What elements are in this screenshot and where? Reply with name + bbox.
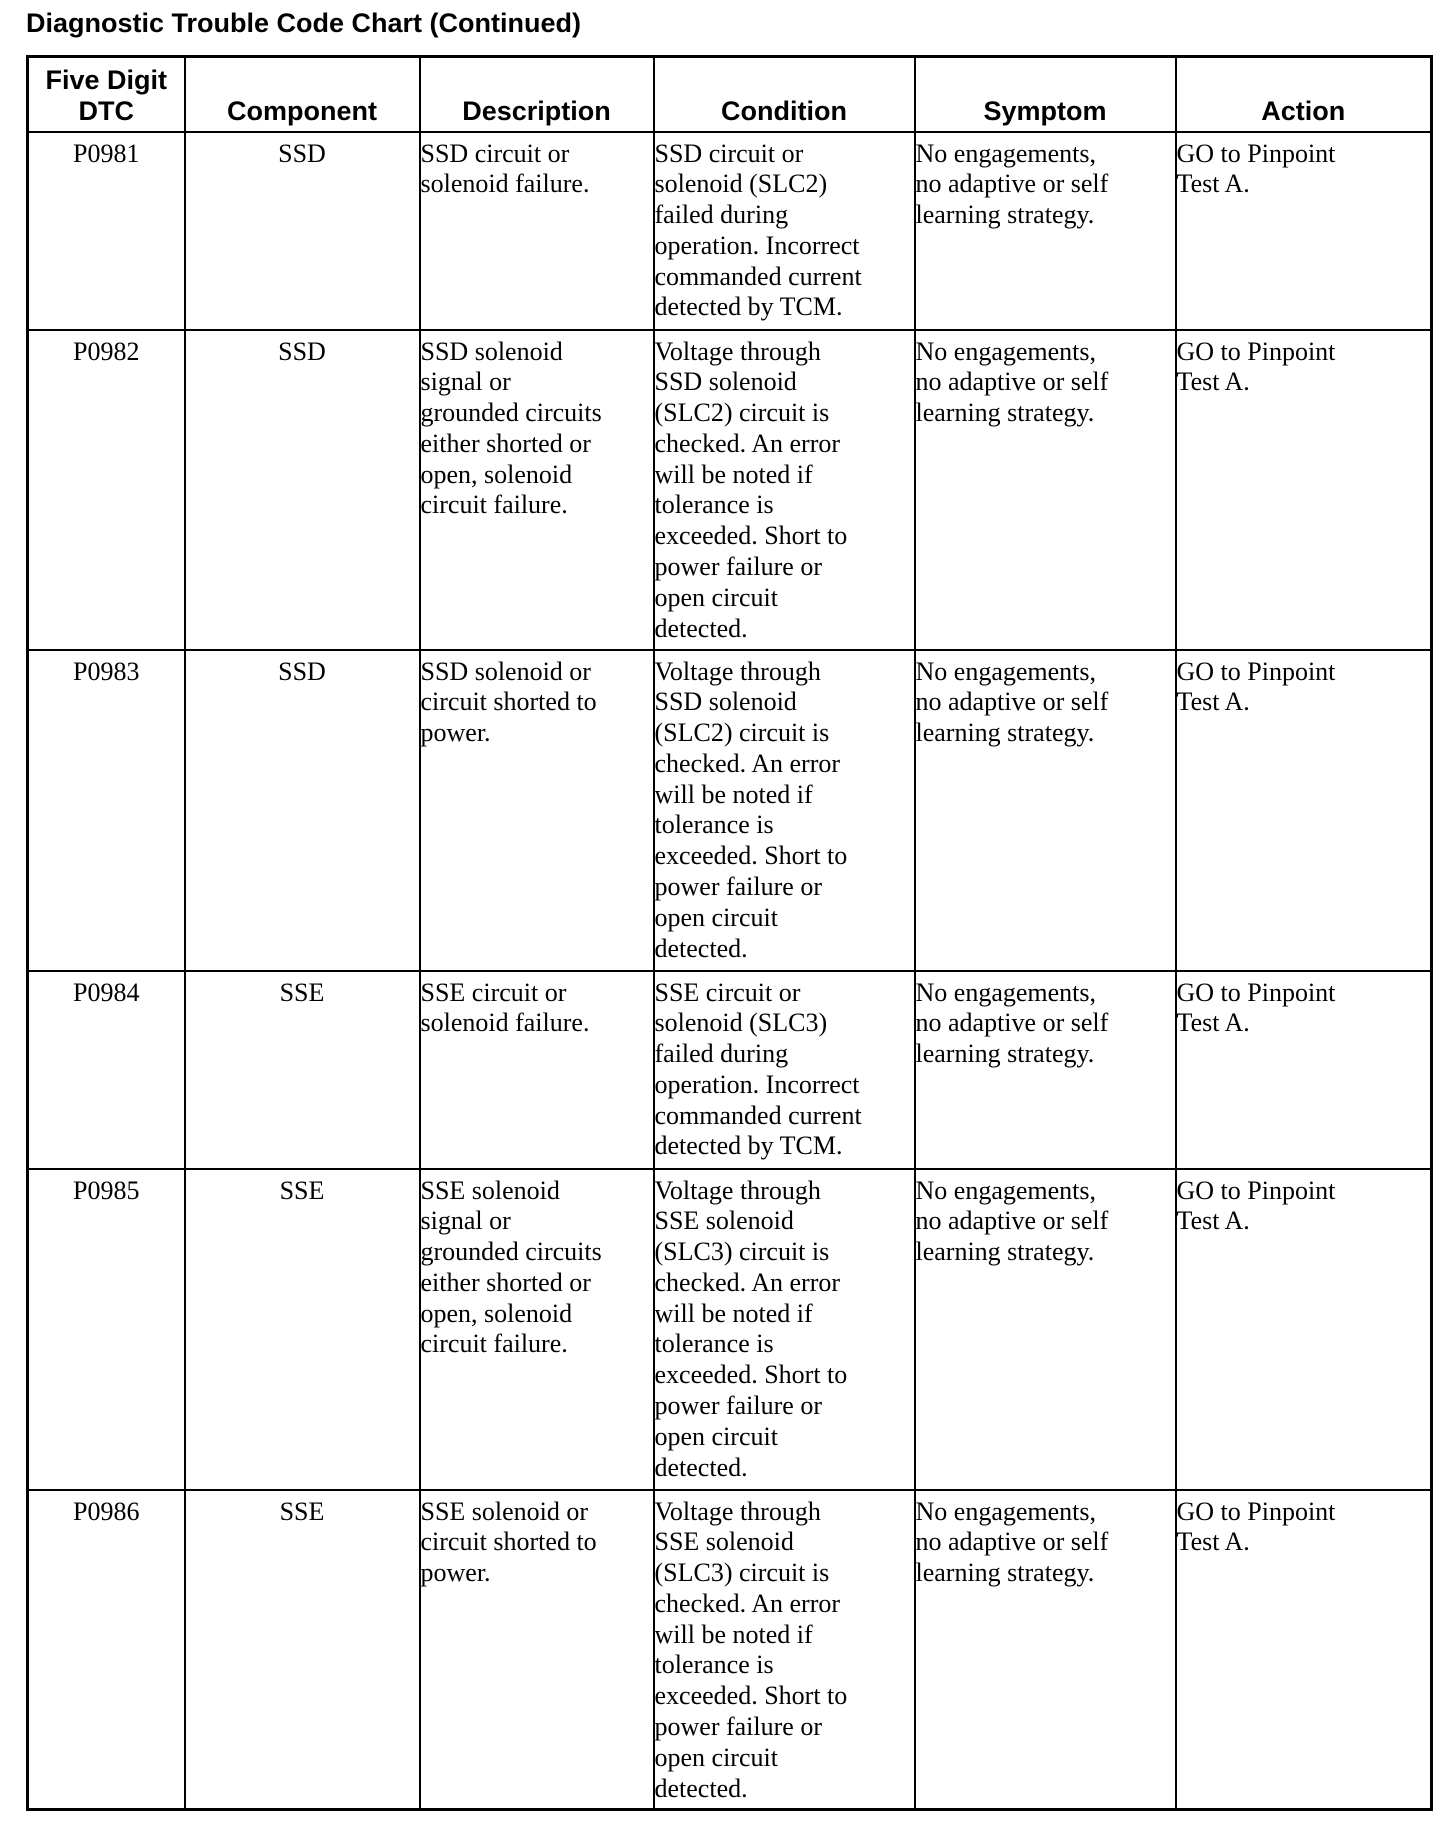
table-row — [28, 1169, 1432, 1490]
condition-cell: SSE circuit or solenoid (SLC3) failed during operation. Incorrect commanded current detected by TCM. — [654, 971, 915, 1169]
dtc-cell: P0986 — [28, 1490, 185, 1810]
description-cell: SSD solenoid or circuit shorted to power. — [420, 650, 654, 971]
page-title: Diagnostic Trouble Code Chart (Continued) — [26, 8, 581, 38]
condition-cell: Voltage through SSD solenoid (SLC2) circuit is checked. An error will be noted if tolerance is exceeded. Short to power failure or open circuit detected. — [654, 650, 915, 971]
condition-cell: Voltage through SSE solenoid (SLC3) circuit is checked. An error will be noted if tolerance is exceeded. Short to power failure or open circuit detected. — [654, 1169, 915, 1490]
column-header-dtc: Five Digit DTC — [28, 57, 185, 132]
action-cell: GO to Pinpoint Test A. — [1176, 650, 1432, 971]
action-cell: GO to Pinpoint Test A. — [1176, 1169, 1432, 1490]
action-cell: GO to Pinpoint Test A. — [1176, 1490, 1432, 1810]
table-row — [28, 1490, 1432, 1810]
condition-cell: Voltage through SSD solenoid (SLC2) circuit is checked. An error will be noted if tolerance is exceeded. Short to power failure or open circuit detected. — [654, 330, 915, 650]
dtc-cell: P0981 — [28, 132, 185, 330]
column-header-action: Action — [1176, 57, 1432, 132]
condition-cell: Voltage through SSE solenoid (SLC3) circuit is checked. An error will be noted if tolerance is exceeded. Short to power failure or open circuit detected. — [654, 1490, 915, 1810]
symptom-cell: No engagements, no adaptive or self learning strategy. — [915, 132, 1176, 330]
description-cell: SSE solenoid signal or grounded circuits either shorted or open, solenoid circuit failure. — [420, 1169, 654, 1490]
symptom-cell: No engagements, no adaptive or self learning strategy. — [915, 971, 1176, 1169]
description-cell: SSE circuit or solenoid failure. — [420, 971, 654, 1169]
action-cell: GO to Pinpoint Test A. — [1176, 330, 1432, 650]
header-row — [28, 57, 1432, 132]
description-cell: SSD solenoid signal or grounded circuits either shorted or open, solenoid circuit failure. — [420, 330, 654, 650]
dtc-cell: P0985 — [28, 1169, 185, 1490]
column-header-component: Component — [185, 57, 420, 132]
dtc-cell: P0984 — [28, 971, 185, 1169]
component-cell: SSD — [185, 650, 420, 971]
component-cell: SSE — [185, 971, 420, 1169]
symptom-cell: No engagements, no adaptive or self learning strategy. — [915, 650, 1176, 971]
description-cell: SSD circuit or solenoid failure. — [420, 132, 654, 330]
dtc-cell: P0982 — [28, 330, 185, 650]
column-header-symptom: Symptom — [915, 57, 1176, 132]
symptom-cell: No engagements, no adaptive or self learning strategy. — [915, 1169, 1176, 1490]
column-header-description: Description — [420, 57, 654, 132]
condition-cell: SSD circuit or solenoid (SLC2) failed during operation. Incorrect commanded current detected by TCM. — [654, 132, 915, 330]
dtc-table — [26, 55, 1433, 1811]
component-cell: SSD — [185, 330, 420, 650]
column-header-condition: Condition — [654, 57, 915, 132]
table-row — [28, 330, 1432, 650]
description-cell: SSE solenoid or circuit shorted to power. — [420, 1490, 654, 1810]
symptom-cell: No engagements, no adaptive or self learning strategy. — [915, 330, 1176, 650]
table-row — [28, 132, 1432, 330]
component-cell: SSE — [185, 1490, 420, 1810]
action-cell: GO to Pinpoint Test A. — [1176, 971, 1432, 1169]
table-row — [28, 971, 1432, 1169]
symptom-cell: No engagements, no adaptive or self learning strategy. — [915, 1490, 1176, 1810]
dtc-cell: P0983 — [28, 650, 185, 971]
table-row — [28, 650, 1432, 971]
action-cell: GO to Pinpoint Test A. — [1176, 132, 1432, 330]
component-cell: SSE — [185, 1169, 420, 1490]
component-cell: SSD — [185, 132, 420, 330]
